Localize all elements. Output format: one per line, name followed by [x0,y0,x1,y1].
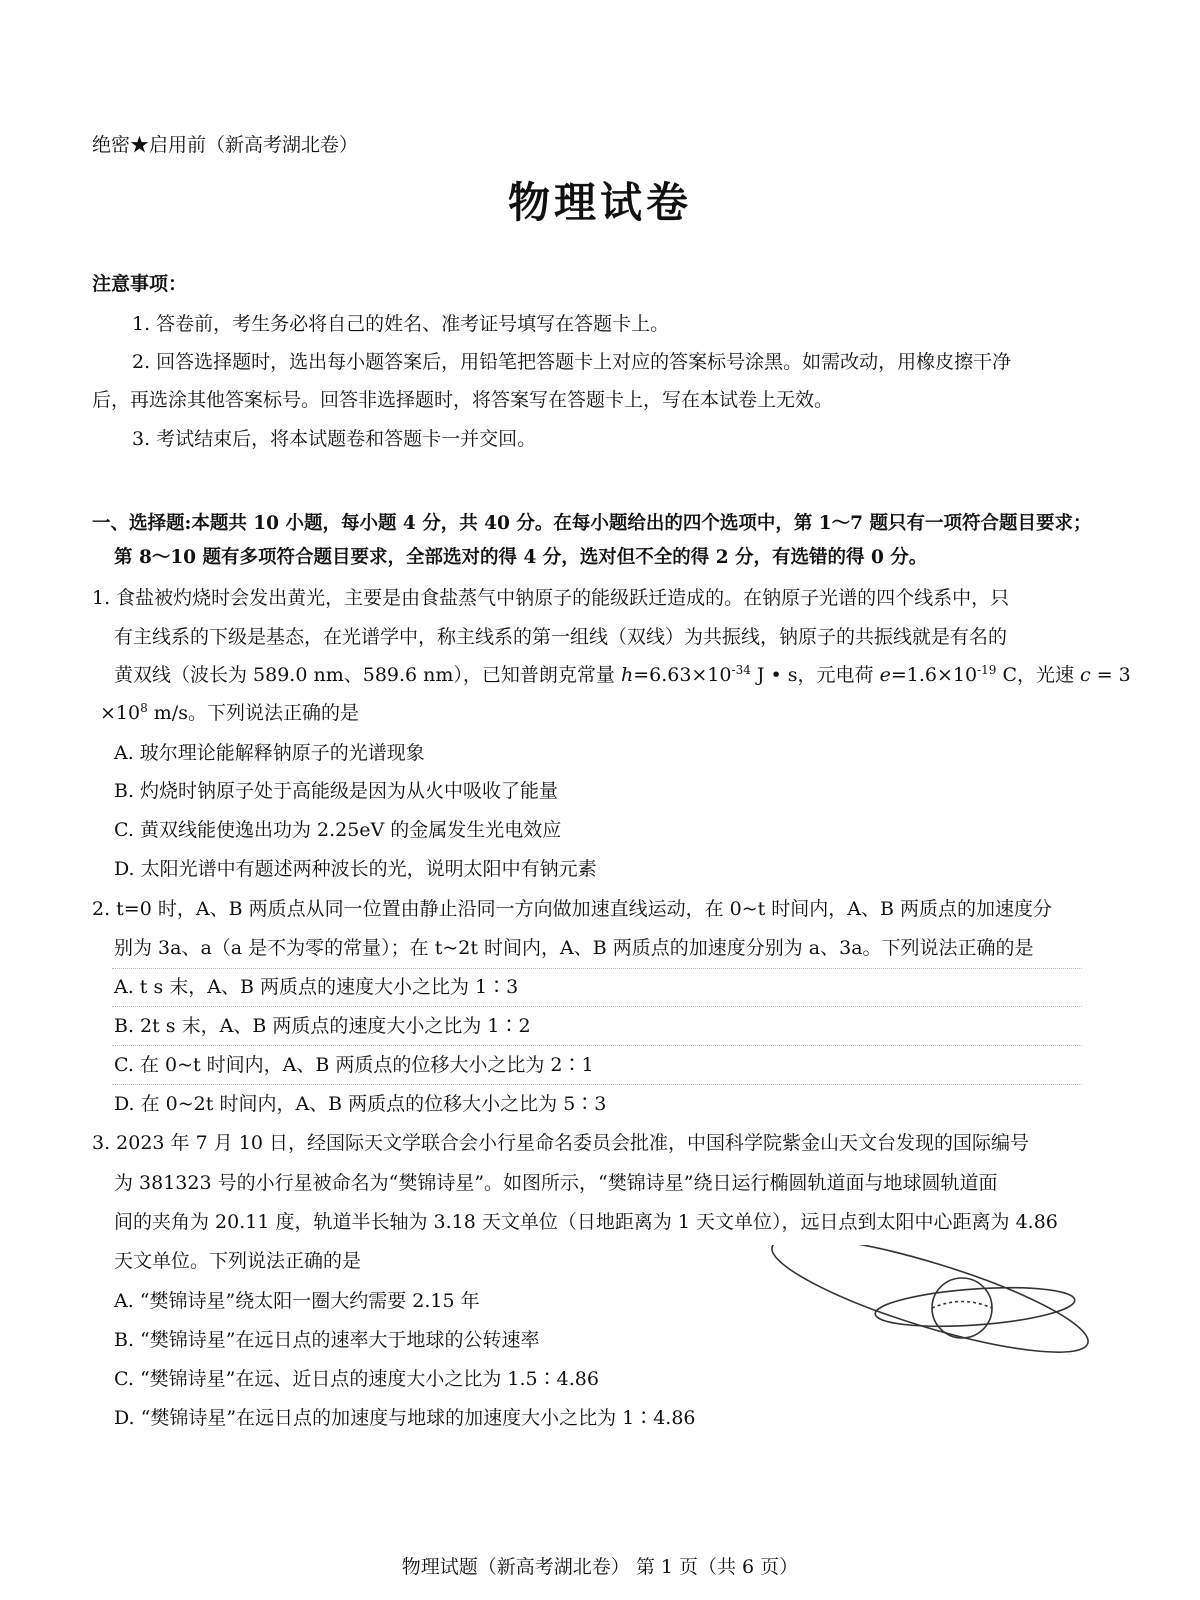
q2-option-c: C. 在 0~t 时间内，A、B 两质点的位移大小之比为 2∶1 [114,1054,594,1076]
notice-item-3: 3. 考试结束后，将本试题卷和答题卡一并交回。 [132,428,537,450]
notice-item-1: 1. 答卷前，考生务必将自己的姓名、准考证号填写在答题卡上。 [132,313,670,335]
q1-exp2: -19 [977,663,997,677]
sun-sphere [932,1278,992,1338]
q1-line3 [114,663,1131,687]
q2-option-b: B. 2t s 末，A、B 两质点的速度大小之比为 1∶2 [114,1015,531,1037]
q3-line3: 间的夹角为 20.11 度，轨道半长轴为 3.18 天文单位（日地距离为 1 天文单位），远日点到太阳中心距离为 4.86 [114,1211,1058,1233]
orbit-diagram [770,1245,1100,1365]
notice-heading: 注意事项： [92,273,188,295]
sphere-equator-dashed [932,1302,992,1309]
q1-e: e [879,664,891,686]
q2-line2: 别为 3a、a（a 是不为零的常量）；在 t~2t 时间内，A、B 两质点的加速度分别为 a、3a。下列说法正确的是 [114,937,1034,959]
q1-option-b: B. 灼烧时钠原子处于高能级是因为从火中吸收了能量 [114,780,559,802]
q1-h: h [620,664,634,686]
q1-l3c: J • s，元电荷 [750,664,880,686]
q1-l3d: =1.6×10 [890,664,978,686]
q1-option-a: A. 玻尔理论能解释钠原子的光谱现象 [114,742,425,764]
q1-l4b: m/s。下列说法正确的是 [147,702,359,724]
dotted-rule [112,968,1082,969]
section-heading-line1: 一、选择题:本题共 10 小题，每小题 4 分，共 40 分。在每小题给出的四个选项中，第 1～7 题只有一项符合题目要求； [92,513,1092,534]
q1-l3f: = 3 [1090,664,1131,686]
q3-line2: 为 381323 号的小行星被命名为“樊锦诗星”。如图所示，“樊锦诗星”绕日运行椭圆轨道面与地球圆轨道面 [114,1172,998,1194]
q3-option-d: D. “樊锦诗星”在远日点的加速度与地球的加速度大小之比为 1∶4.86 [114,1407,696,1429]
section-heading-line2: 第 8～10 题有多项符合题目要求，全部选对的得 4 分，选对但不全的得 2 分，有选错的得 0 分。 [114,547,928,568]
q1-l3e: C，光速 [996,664,1081,686]
dotted-rule [112,1006,1082,1007]
q1-option-c: C. 黄双线能使逸出功为 2.25eV 的金属发生光电效应 [114,819,562,841]
q3-line4: 天文单位。下列说法正确的是 [114,1250,362,1272]
page-title: 物理试卷 [507,178,692,227]
q1-line4 [100,701,359,725]
dotted-rule [112,1084,1082,1085]
q3-option-c: C. “樊锦诗星”在远、近日点的速度大小之比为 1.5∶4.86 [114,1368,599,1390]
q2-option-d: D. 在 0~2t 时间内，A、B 两质点的位移大小之比为 5∶3 [114,1093,607,1115]
q1-c: c [1080,664,1091,686]
notice-item-2-cont: 后，再选涂其他答案标号。回答非选择题时，将答案写在答题卡上，写在本试卷上无效。 [92,389,834,411]
secret-label: 绝密★启用前（新高考湖北卷） [92,134,359,156]
q3-line1: 3. 2023 年 7 月 10 日，经国际天文学联合会小行星命名委员会批准，中国科学院紫金山天文台发现的国际编号 [92,1132,1029,1154]
asteroid-orbit-ellipse [770,1245,1097,1365]
q1-l4a: ×10 [100,702,141,724]
q1-line1: 1. 食盐被灼烧时会发出黄光，主要是由食盐蒸气中钠原子的能级跃迁造成的。在钠原子光谱的四个线系中，只 [92,587,1010,609]
q2-option-a: A. t s 末，A、B 两质点的速度大小之比为 1∶3 [114,976,519,998]
page-footer: 物理试题（新高考湖北卷） 第 1 页（共 6 页） [401,1556,799,1578]
q1-l3b: =6.63×10 [633,664,732,686]
q1-exp1: -34 [731,663,751,677]
q2-line1: 2. t=0 时，A、B 两质点从同一位置由静止沿同一方向做加速直线运动，在 0~t 时间内，A、B 两质点的加速度分 [92,898,1053,920]
q1-exp3: 8 [140,701,148,715]
q3-option-a: A. “樊锦诗星”绕太阳一圈大约需要 2.15 年 [114,1290,480,1312]
q1-line2: 有主线系的下级是基态，在光谱学中，称主线系的第一组线（双线）为共振线，钠原子的共振线就是有名的 [114,626,1008,648]
q1-option-d: D. 太阳光谱中有题述两种波长的光，说明太阳中有钠元素 [114,858,597,880]
q1-l3a: 黄双线（波长为 589.0 nm、589.6 nm），已知普朗克常量 [114,664,621,686]
q3-option-b: B. “樊锦诗星”在远日点的速率大于地球的公转速率 [114,1329,540,1351]
dotted-rule [112,1045,1082,1046]
notice-item-2: 2. 回答选择题时，选出每小题答案后，用铅笔把答题卡上对应的答案标号涂黑。如需改动，用橡皮擦干净 [132,351,1012,373]
